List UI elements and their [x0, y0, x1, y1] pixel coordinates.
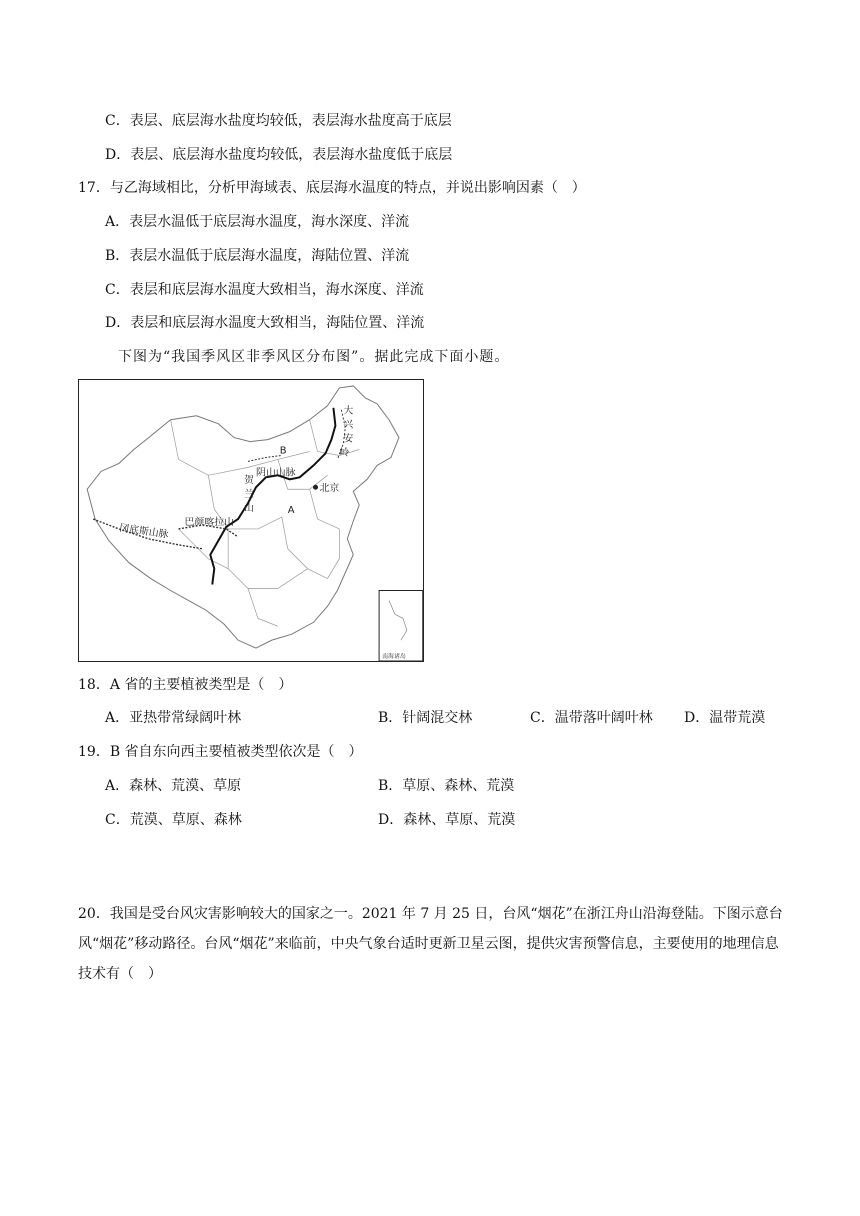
beijing-marker — [313, 485, 318, 490]
q18-option-d: D．温带荒漠 — [684, 710, 766, 726]
q18-stem: 18．A 省的主要植被类型是（ ） — [78, 677, 293, 693]
monsoon-boundary-line — [210, 408, 335, 585]
label-helan-1: 贺 — [244, 475, 254, 487]
label-point-a: A — [287, 505, 295, 517]
label-daxinganling-4: 岭 — [339, 447, 350, 459]
q17-stem: 17．与乙海域相比，分析甲海域表、底层海水温度的特点，并说出影响因素（ ） — [78, 180, 586, 196]
south-china-sea-inset — [379, 591, 423, 661]
q17-option-d: D．表层和底层海水温度大致相当，海陆位置、洋流 — [105, 315, 425, 331]
q19-option-b: B．草原、森林、荒漠 — [378, 778, 515, 794]
label-bayan: 巴颜喀拉山 — [184, 516, 235, 528]
map-intro: 下图为“我国季风区非季风区分布图”。据此完成下面小题。 — [118, 349, 510, 365]
q18-option-c: C．温带落叶阔叶林 — [530, 710, 653, 726]
q16-option-d: D．表层、底层海水盐度均较低，表层海水盐度低于底层 — [105, 147, 453, 163]
label-gangdise: 冈底斯山脉 — [118, 523, 170, 541]
q19-option-d: D．森林、草原、荒漠 — [378, 812, 516, 828]
q20-stem: 20．我国是受台风灾害影响较大的国家之一。2021 年 7 月 25 日，台风“烟花”在浙江舟山沿海登陆。下图示意台风“烟花”移动路径。台风“烟花”来临前，中央气象台适时更新卫星云图，提供灾害预警信息，主要使用的地理信息技术有（ ） — [78, 906, 783, 982]
label-helan-2: 兰 — [244, 489, 254, 501]
label-helan-3: 山 — [244, 503, 254, 515]
q19-option-c: C．荒漠、草原、森林 — [105, 812, 242, 828]
label-daxinganling-3: 安 — [343, 433, 354, 445]
q19-option-a: A．森林、荒漠、草原 — [105, 778, 242, 794]
q17-option-b: B．表层水温低于底层海水温度，海陆位置、洋流 — [105, 248, 410, 264]
label-yinshan: 阴山山脉 — [255, 467, 296, 479]
q19-stem: 19．B 省自东向西主要植被类型依次是（ ） — [78, 744, 363, 760]
q17-option-c: C．表层和底层海水温度大致相当，海水深度、洋流 — [105, 282, 424, 298]
q18-option-b: B．针阔混交林 — [378, 710, 473, 726]
label-inset: 南海诸岛 — [382, 653, 406, 661]
q17-option-a: A．表层水温低于底层海水温度，海水深度、洋流 — [105, 214, 410, 230]
label-daxinganling-1: 大 — [343, 405, 354, 417]
label-daxinganling-2: 兴 — [343, 419, 354, 431]
monsoon-region-map — [78, 379, 424, 662]
label-point-b: B — [279, 445, 287, 457]
q18-option-a: A．亚热带常绿阔叶林 — [105, 710, 242, 726]
q16-option-c: C．表层、底层海水盐度均较低，表层海水盐度高于底层 — [105, 113, 452, 129]
yinshan-ridge — [248, 455, 282, 461]
label-beijing: 北京 — [319, 483, 340, 495]
